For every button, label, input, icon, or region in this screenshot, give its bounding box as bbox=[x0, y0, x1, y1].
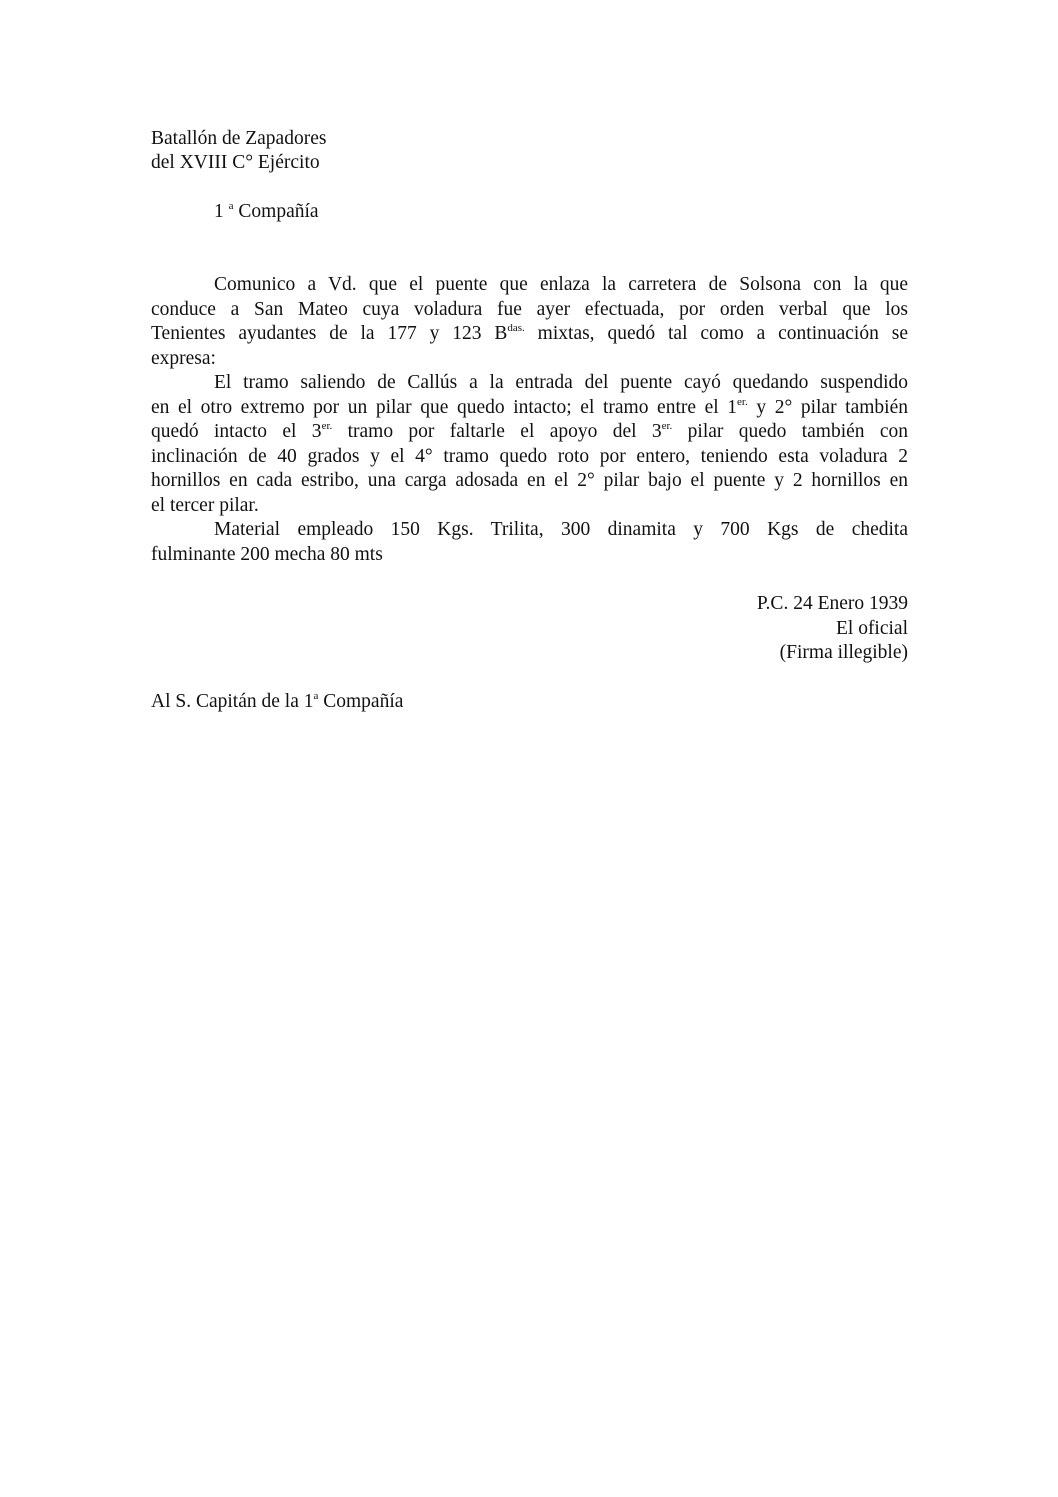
addressee-post: Compañía bbox=[318, 691, 404, 712]
company-ordinal: a bbox=[228, 200, 234, 212]
paragraph-1-line-3-post: mixtas, quedó tal como a continuación se bbox=[524, 323, 908, 344]
paragraph-1-line-3 bbox=[151, 322, 908, 347]
addressee-ordinal: a bbox=[313, 690, 319, 702]
ordinal-sup: er. bbox=[737, 395, 748, 408]
paragraph-2-line-4: inclinación de 40 grados y el 4° tramo quedo roto por entero, teniendo esta voladura 2 bbox=[151, 445, 908, 467]
paragraph-1-line-4: expresa: bbox=[151, 347, 216, 369]
company-heading bbox=[214, 200, 319, 224]
paragraph-1 bbox=[151, 273, 908, 371]
paragraph-1-line-1: Comunico a Vd. que el puente que enlaza la carretera de Solsona con la que bbox=[214, 274, 908, 295]
place-date: P.C. 24 Enero 1939 bbox=[756, 593, 908, 614]
company-number: 1 bbox=[214, 201, 224, 222]
paragraph-2-line-3-c: pilar quedo también con bbox=[672, 421, 909, 442]
paragraph-2-line-2-pre: en el otro extremo por un pilar que quedo intacto; el tramo entre el 1 bbox=[151, 396, 738, 418]
paragraph-3 bbox=[151, 518, 908, 567]
signer-role: El oficial bbox=[835, 618, 908, 639]
paragraph-3-line-2: fulminante 200 mecha 80 mts bbox=[151, 543, 383, 565]
paragraph-2 bbox=[151, 371, 908, 518]
ordinal-sup: er. bbox=[321, 420, 333, 432]
paragraph-1-line-2: conduce a San Mateo cuya voladura fue ayer efectuada, por orden verbal que los bbox=[151, 298, 908, 320]
paragraph-2-line-2 bbox=[151, 396, 908, 421]
ordinal-sup: er. bbox=[661, 420, 673, 432]
paragraph-3-line-1: Material empleado 150 Kgs. Trilita, 300 dinamita y 700 Kgs de chedita bbox=[214, 519, 908, 540]
paragraph-2-line-3-a: quedó intacto el 3 bbox=[151, 421, 322, 442]
addressee bbox=[151, 690, 403, 714]
paragraph-2-line-2-post: y 2° pilar también bbox=[747, 396, 908, 418]
paragraph-2-line-1: El tramo saliendo de Callús a la entrada del puente cayó quedando suspendido bbox=[214, 372, 908, 393]
unit-name-line1: Batallón de Zapadores bbox=[151, 128, 327, 149]
paragraph-2-line-5: hornillos en cada estribo, una carga adosada en el 2° pilar bajo el puente y 2 hornillos en bbox=[151, 470, 908, 491]
paragraph-2-line-3 bbox=[151, 420, 908, 445]
paragraph-1-line-3-pre: Tenientes ayudantes de la 177 y 123 B bbox=[151, 323, 508, 344]
company-name: Compañía bbox=[238, 201, 319, 222]
signature-note: (Firma illegible) bbox=[779, 642, 908, 663]
unit-name-line2: del XVIII C° Ejército bbox=[151, 152, 320, 173]
brigadas-abbrev: das. bbox=[507, 322, 525, 334]
paragraph-2-line-3-b: tramo por faltarle el apoyo del 3 bbox=[332, 421, 662, 442]
addressee-pre: Al S. Capitán de la 1 bbox=[151, 691, 314, 712]
paragraph-2-line-6: el tercer pilar. bbox=[151, 494, 259, 516]
